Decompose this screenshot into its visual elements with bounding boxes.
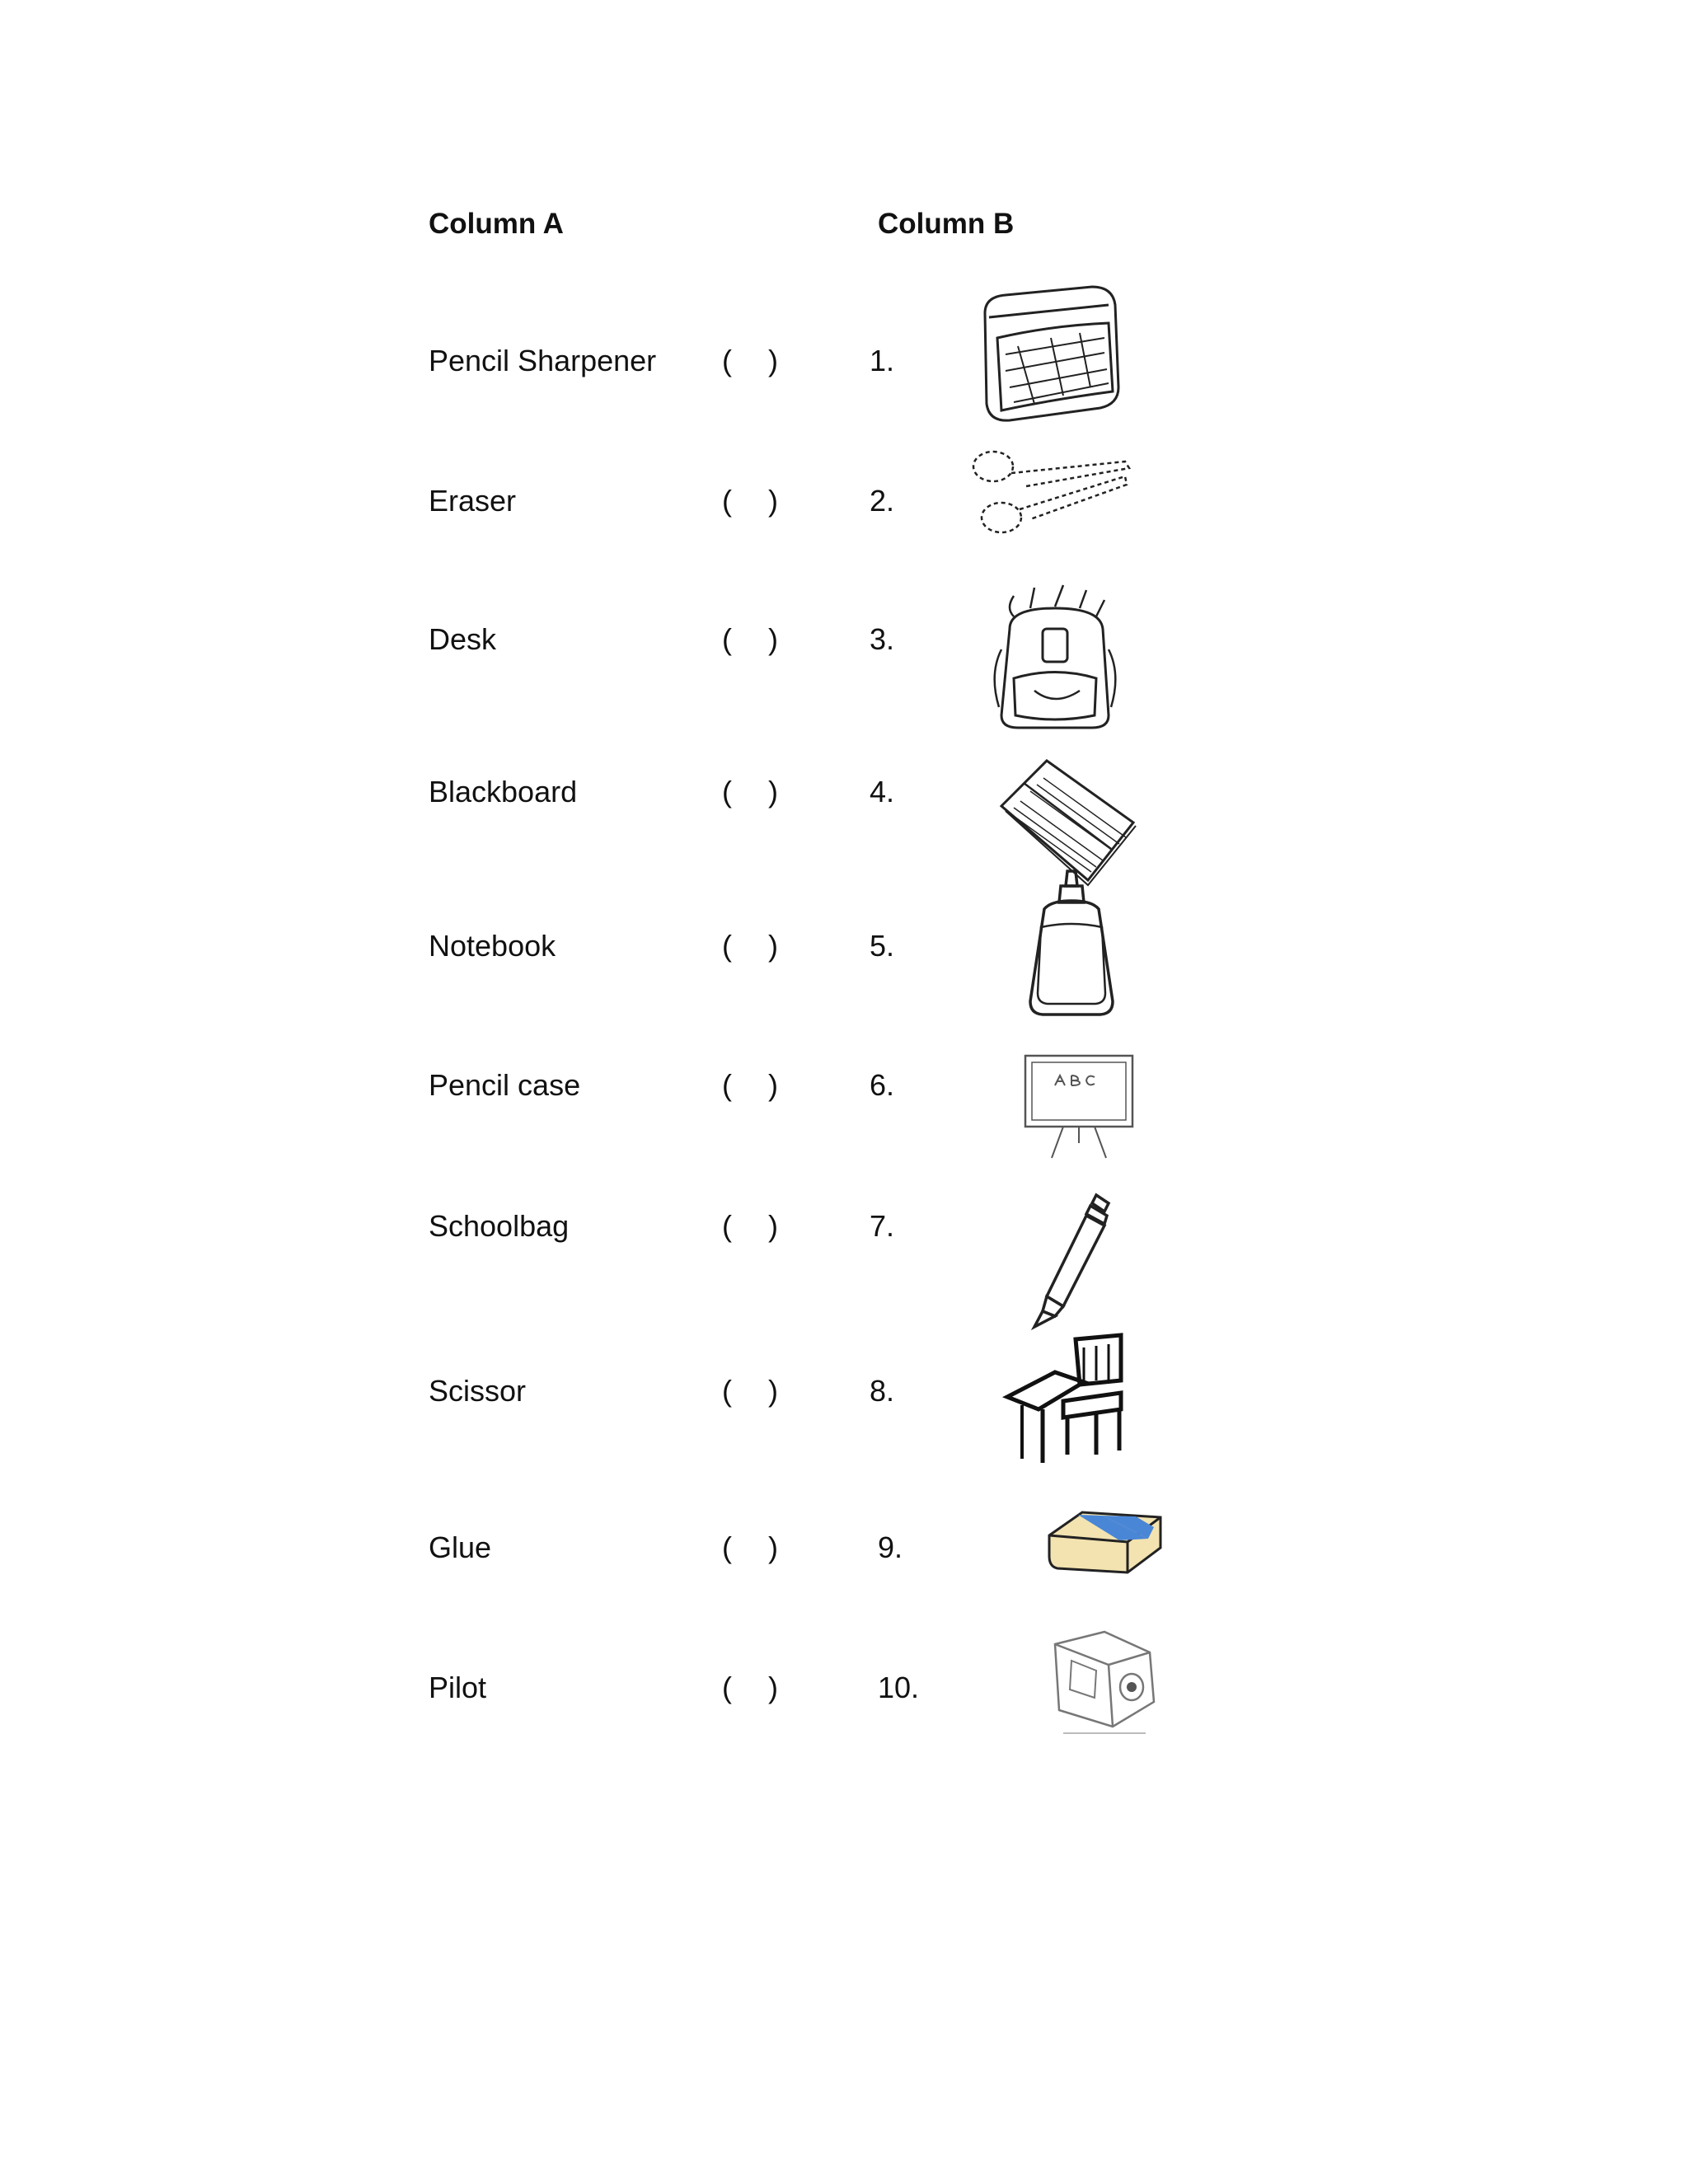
term-label: Notebook	[429, 929, 556, 963]
answer-blank[interactable]	[722, 1673, 778, 1703]
match-row	[0, 338, 1688, 486]
match-row	[0, 616, 1688, 765]
open-paren: (	[722, 929, 732, 963]
column-a-heading: Column A	[429, 208, 564, 240]
match-row	[0, 1062, 1688, 1211]
close-paren: )	[768, 1530, 778, 1564]
marker-pen-icon	[1026, 1191, 1125, 1331]
close-paren: )	[768, 929, 778, 963]
close-paren: )	[768, 1209, 778, 1243]
answer-blank[interactable]	[722, 1209, 778, 1243]
picture-number: 2.	[870, 484, 895, 518]
term-label: Eraser	[429, 484, 517, 518]
scissors-icon	[968, 443, 1133, 542]
picture-number: 9.	[878, 1530, 903, 1564]
term-label: Schoolbag	[429, 1209, 570, 1243]
picture-number: 10.	[878, 1671, 920, 1704]
open-paren: (	[722, 622, 732, 656]
match-row	[0, 478, 1688, 626]
match-row	[0, 1368, 1688, 1516]
match-row	[0, 923, 1688, 1071]
picture-number: 4.	[870, 775, 895, 808]
answer-blank[interactable]	[722, 1530, 778, 1564]
match-row	[0, 1525, 1688, 1673]
answer-blank[interactable]	[722, 1068, 778, 1102]
answer-blank[interactable]	[722, 486, 778, 516]
picture-number: 7.	[870, 1209, 895, 1243]
term-label: Pilot	[429, 1671, 487, 1704]
close-paren: )	[768, 1068, 778, 1102]
picture-number: 3.	[870, 622, 895, 656]
column-b-heading: Column B	[878, 208, 1015, 240]
picture-number: 6.	[870, 1068, 895, 1102]
term-label: Pencil Sharpener	[429, 344, 657, 377]
close-paren: )	[768, 622, 778, 656]
term-label: Blackboard	[429, 775, 578, 808]
schoolbag-icon	[989, 583, 1121, 732]
match-row	[0, 1203, 1688, 1352]
blackboard-icon	[1022, 1052, 1137, 1160]
picture-number: 5.	[870, 929, 895, 963]
open-paren: (	[722, 484, 732, 518]
eraser-icon	[1045, 1502, 1165, 1577]
school-desk-icon	[1006, 1331, 1129, 1467]
answer-blank[interactable]	[722, 346, 778, 376]
picture-number: 8.	[870, 1374, 895, 1408]
close-paren: )	[768, 484, 778, 518]
term-label: Pencil case	[429, 1068, 581, 1102]
match-row	[0, 1665, 1688, 1813]
close-paren: )	[768, 344, 778, 377]
close-paren: )	[768, 775, 778, 808]
pencil-sharpener-icon	[1047, 1628, 1162, 1739]
term-label: Scissor	[429, 1374, 527, 1408]
answer-blank[interactable]	[722, 622, 778, 656]
picture-number: 1.	[870, 344, 895, 377]
term-label: Glue	[429, 1530, 492, 1564]
answer-blank[interactable]	[722, 931, 778, 961]
glue-bottle-icon	[1026, 869, 1117, 1018]
open-paren: (	[722, 1209, 732, 1243]
match-row	[0, 769, 1688, 917]
open-paren: (	[722, 775, 732, 808]
open-paren: (	[722, 1068, 732, 1102]
answer-blank[interactable]	[722, 1376, 778, 1406]
answer-blank[interactable]	[722, 777, 778, 807]
notebook-icon	[997, 757, 1137, 888]
close-paren: )	[768, 1671, 778, 1704]
open-paren: (	[722, 1530, 732, 1564]
open-paren: (	[722, 344, 732, 377]
term-label: Desk	[429, 622, 497, 656]
open-paren: (	[722, 1374, 732, 1408]
open-paren: (	[722, 1671, 732, 1704]
pencil-case-icon	[968, 280, 1125, 429]
close-paren: )	[768, 1374, 778, 1408]
